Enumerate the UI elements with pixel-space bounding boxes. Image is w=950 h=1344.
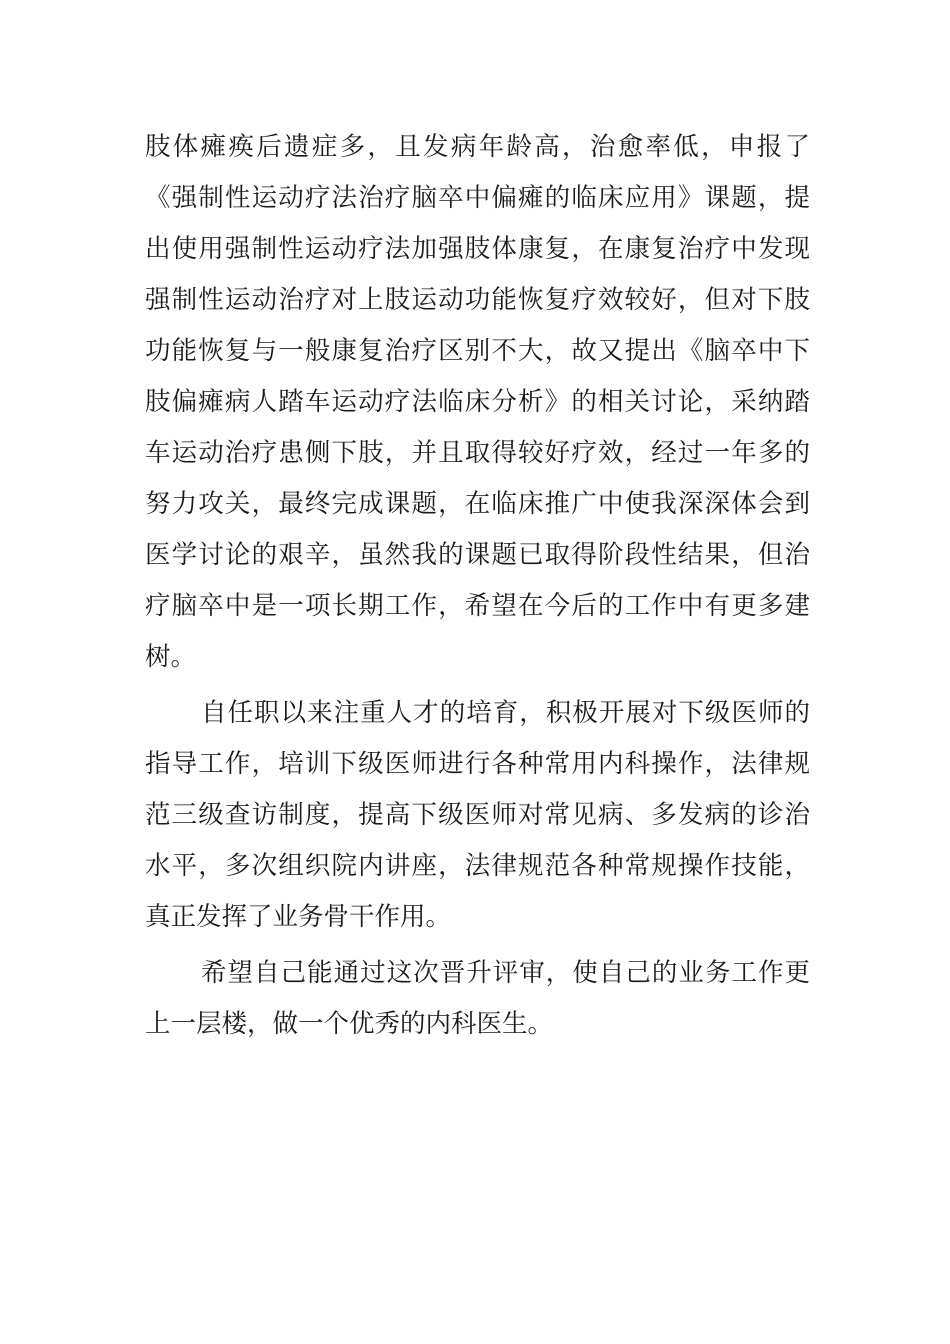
text-line: 指导工作，培训下级医师进行各种常用内科操作，法律规 — [145, 749, 810, 779]
text-line: 范三级查访制度，提高下级医师对常见病、多发病的诊治 — [145, 800, 810, 830]
text-line: 上一层楼，做一个优秀的内科医生。 — [145, 1009, 554, 1039]
document-body — [145, 122, 810, 1050]
text-line: 真正发挥了业务骨干作用。 — [145, 902, 452, 932]
text-line: 出使用强制性运动疗法加强肢体康复，在康复治疗中发现 — [145, 234, 810, 264]
text-line: 努力攻关，最终完成课题，在临床推广中使我深深体会到 — [145, 489, 810, 519]
text-line: 水平，多次组织院内讲座，法律规范各种常规操作技能， — [145, 851, 810, 881]
text-line: 《强制性运动疗法治疗脑卒中偏瘫的临床应用》课题，提 — [145, 183, 810, 213]
text-line: 树。 — [145, 642, 197, 672]
text-line: 功能恢复与一般康复治疗区别不大，故又提出《脑卒中下 — [145, 336, 810, 366]
text-line: 强制性运动治疗对上肢运动功能恢复疗效较好，但对下肢 — [145, 285, 810, 315]
text-line: 希望自己能通过这次晋升评审，使自己的业务工作更 — [201, 958, 810, 988]
text-line: 自任职以来注重人才的培育，积极开展对下级医师的 — [201, 698, 810, 728]
text-line: 肢体瘫痪后遗症多，且发病年龄高，治愈率低，申报了 — [145, 132, 810, 162]
paragraph-1 — [145, 122, 810, 683]
text-line: 车运动治疗患侧下肢，并且取得较好疗效，经过一年多的 — [145, 438, 810, 468]
text-line: 肢偏瘫病人踏车运动疗法临床分析》的相关讨论，采纳踏 — [145, 387, 810, 417]
paragraph-2 — [145, 688, 810, 943]
paragraph-3 — [145, 948, 810, 1050]
text-line: 疗脑卒中是一项长期工作，希望在今后的工作中有更多建 — [145, 591, 810, 621]
text-line: 医学讨论的艰辛，虽然我的课题已取得阶段性结果，但治 — [145, 540, 810, 570]
